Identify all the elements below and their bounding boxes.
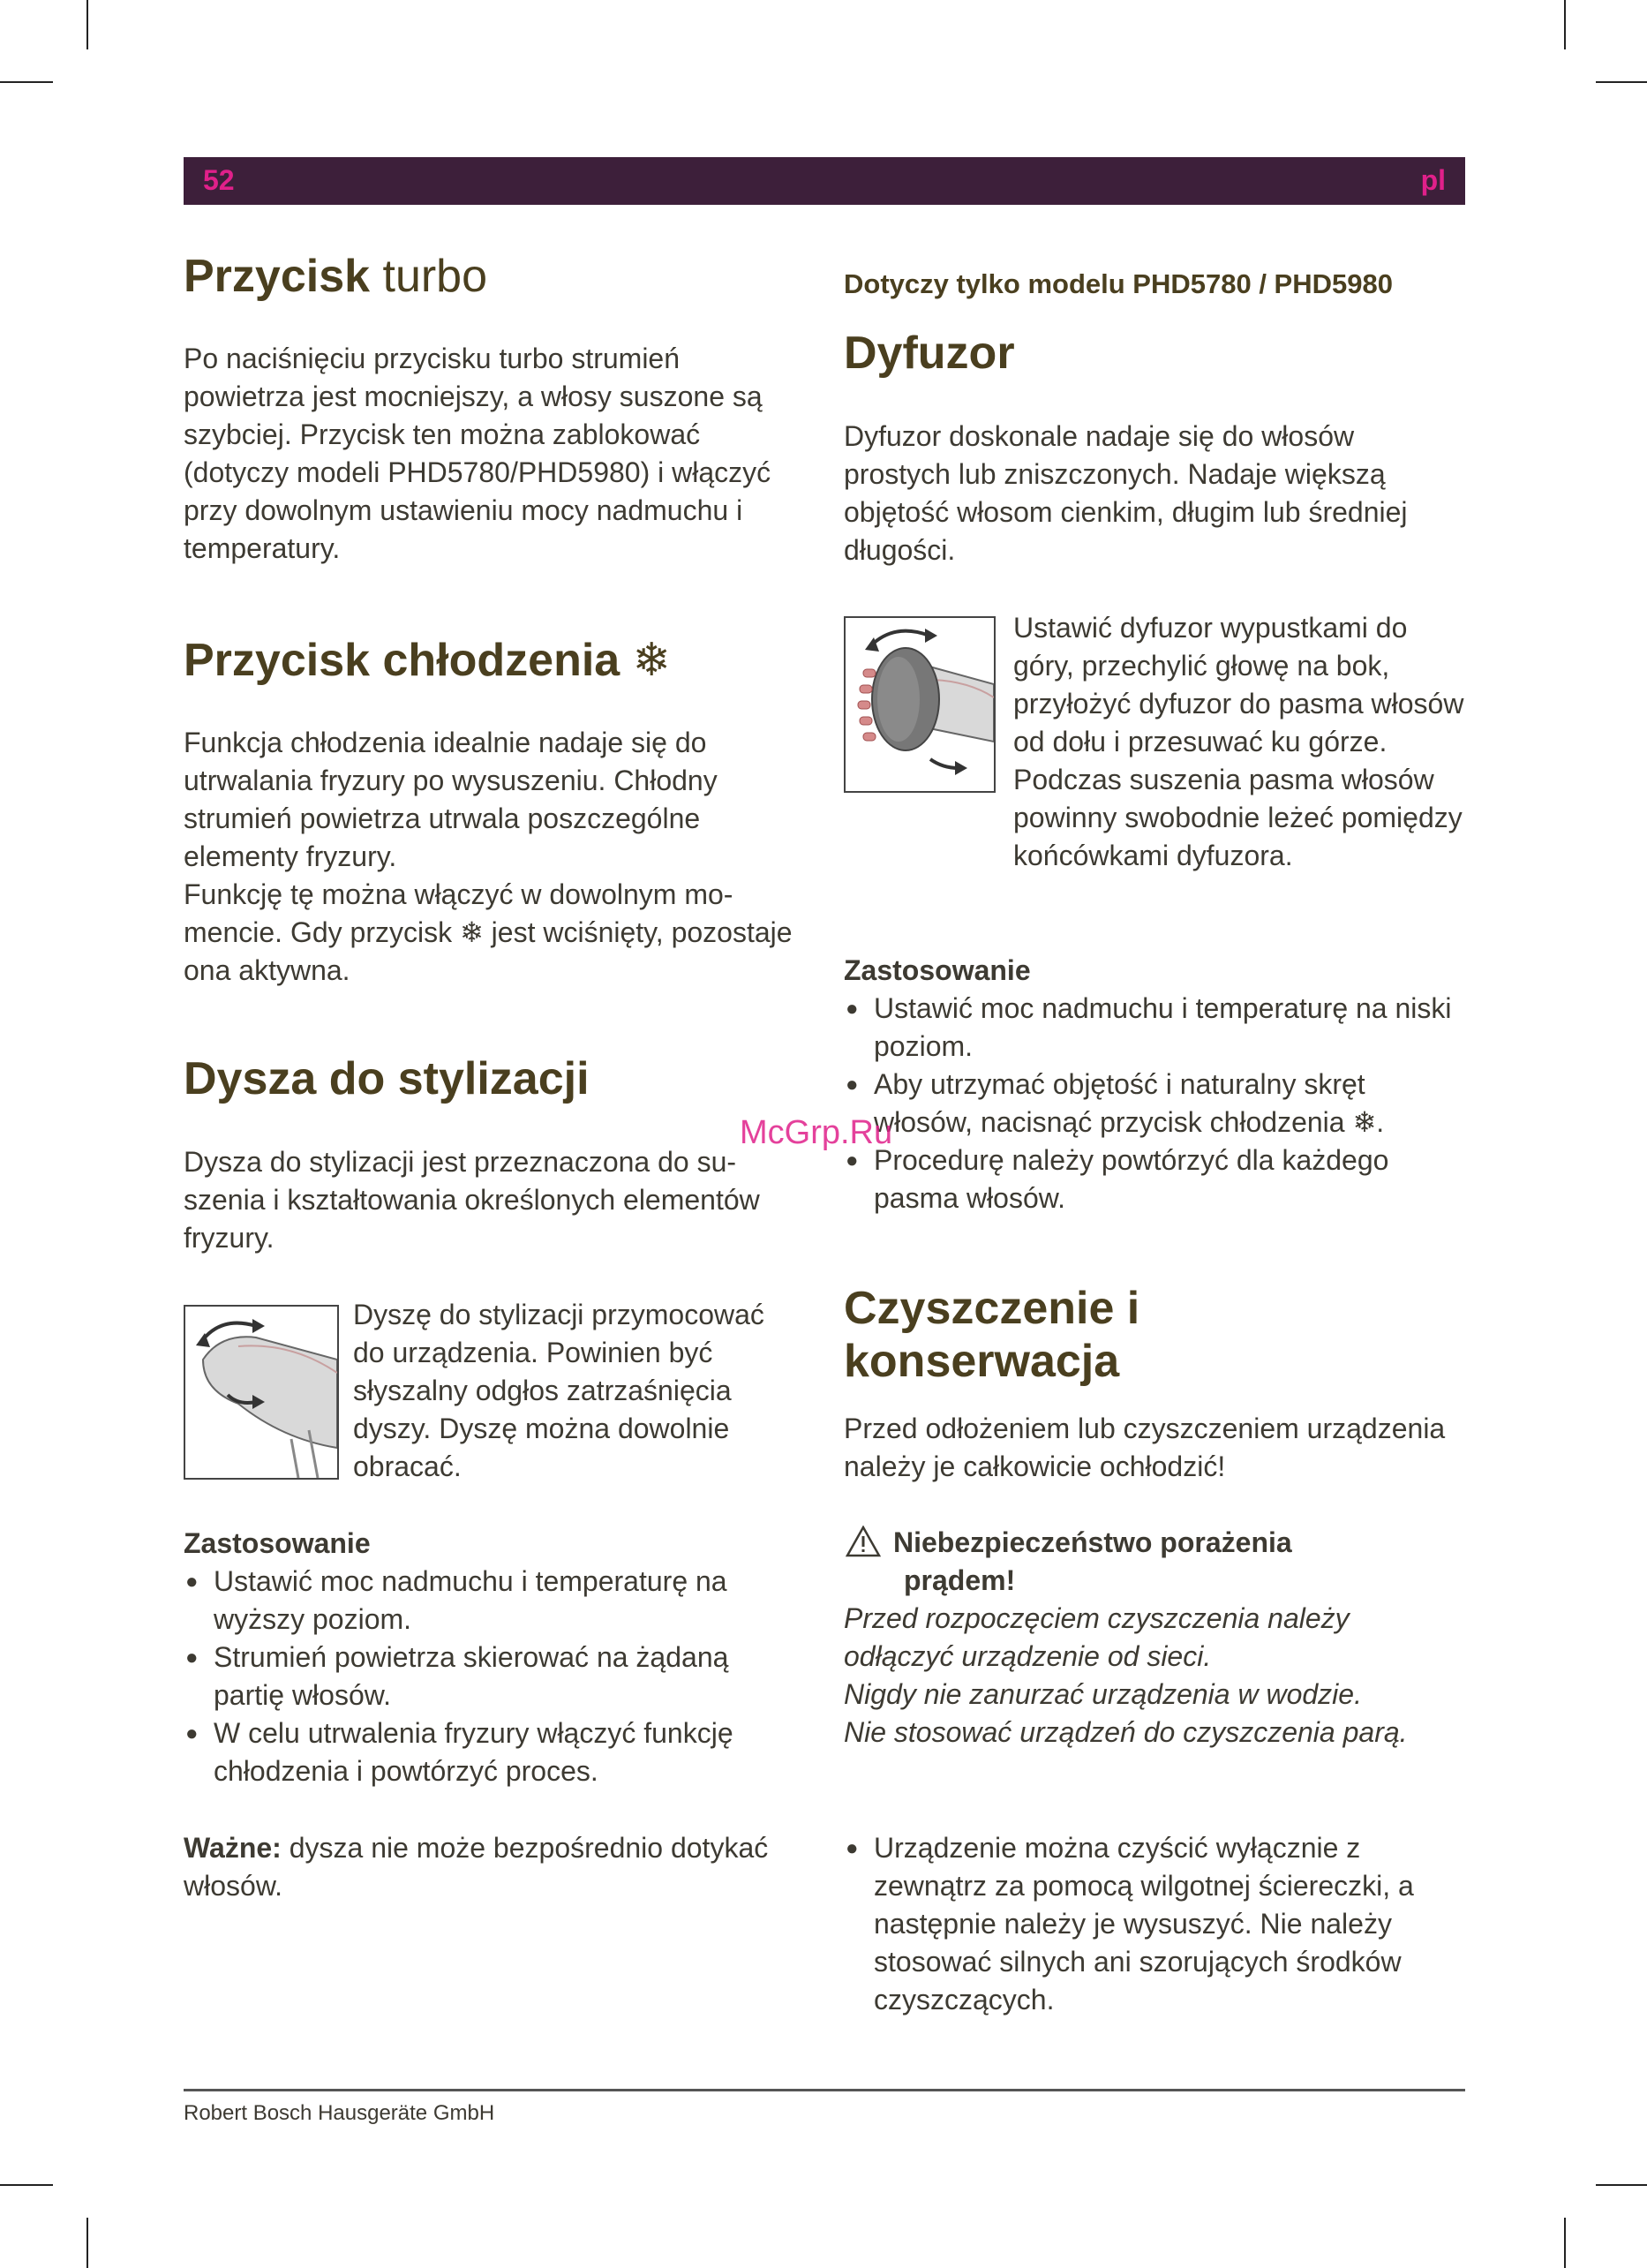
section-title-diffuser: Dyfuzor [844, 328, 1015, 379]
list-item: ● Aby utrzymać objętość i naturalny skręt włosów, nacisnąć przycisk chłodzenia ❄. [844, 1066, 1467, 1142]
warning-line: Nigdy nie zanurzać urządzenia w wodzie. [844, 1678, 1362, 1710]
footer-company: Robert Bosch Hausgeräte GmbH [184, 2101, 495, 2125]
cleaning-title-line2: konserwacja [844, 1336, 1120, 1387]
list-item: ● Ustawić moc nadmuchu i temperaturę na wyższy poziom. [184, 1563, 801, 1639]
diffuser-icon [846, 618, 994, 791]
diffuser-usage-title: Zastosowanie [844, 954, 1031, 986]
footer-divider [184, 2089, 1465, 2091]
crop-mark [86, 2218, 88, 2268]
warning-block [844, 1524, 1467, 1752]
nozzle-figure-text: Dyszę do stylizacji przymocować do urządzenia. Powinien być słyszalny odgłos zatrzaśnięcia dyszy. Dyszę można dowolnie obracać. [353, 1299, 764, 1482]
section-title-turbo [184, 250, 801, 303]
crop-mark [1596, 81, 1647, 83]
nozzle-usage-title: Zastosowanie [184, 1527, 371, 1559]
warning-triangle-icon [846, 1526, 881, 1557]
list-item: ● W celu utrwalenia fryzury włączyć funkcję chłodzenia i powtórzyć proces. [184, 1714, 801, 1790]
section-title-nozzle: Dysza do stylizacji [184, 1053, 590, 1104]
cooling-text-1: Funkcja chłodzenia idealnie nadaje się do utrwalania fryzury po wysuszeniu. Chłodny strumień powietrza utrwala poszczególne elementy fryzury. [184, 727, 718, 872]
diffuser-illustration [844, 616, 996, 793]
list-item: ● Strumień powietrza skierować na żądaną partię włosów. [184, 1639, 801, 1714]
warning-title [844, 1524, 1467, 1600]
turbo-text: Po naciśnięciu przycisku turbo strumień powietrza jest mocniejszy, a włosy suszone są szybciej. Przycisk ten można zablokować (dotyczy modeli PHD5780/PHD5980) i włączyć przy dowolnym ustawieniu mocy nadmuchu i temperatury. [184, 343, 771, 564]
nozzle-important [184, 1829, 801, 1905]
cleaning-text: Przed odłożeniem lub czyszczeniem urządzenia należy je całkowicie ochłodzić! [844, 1413, 1446, 1482]
crop-mark [0, 81, 53, 83]
model-note: Dotyczy tylko modelu PHD5780 / PHD5980 [844, 268, 1393, 299]
section-title-cooling: Przycisk chłodzenia ❄ [184, 635, 672, 686]
list-item: ● Ustawić moc nadmuchu i temperaturę na niski poziom. [844, 990, 1467, 1066]
diffuser-text: Dyfuzor doskonale nadaje się do włosów prostych lub zniszczonych. Nadaje większą objętość włosom cienkim, długim lub średniej długości. [844, 420, 1408, 566]
cleaning-title-line1: Czyszczenie i [844, 1283, 1140, 1334]
crop-mark [1564, 0, 1566, 49]
language-code: pl [1420, 164, 1446, 196]
cooling-text-2: Funkcję tę można włączyć w dowolnym momencie. Gdy przycisk ❄ jest wciśnięty, pozostaje ona aktywna. [184, 878, 793, 986]
title-light: turbo [370, 251, 488, 302]
nozzle-usage-list [184, 1563, 801, 1790]
diffuser-usage-list [844, 990, 1467, 1217]
list-item: ● Procedurę należy powtórzyć dla każdego pasma włosów. [844, 1142, 1467, 1217]
warning-line: Nie stosować urządzeń do czyszczenia parą. [844, 1716, 1408, 1748]
important-label: Ważne: [184, 1832, 282, 1864]
crop-mark [0, 2184, 53, 2186]
title-bold: Przycisk [184, 251, 371, 302]
diffuser-figure-text: Ustawić dyfuzor wypustkami do góry, przechylić głowę na bok, przyłożyć dyfuzor do pasma włosów od dołu i przesuwać ku górze. Podczas suszenia pasma włosów powinny swobodnie leżeć pomiędzy końcówkami dyfuzora. [1013, 612, 1464, 871]
crop-mark [1564, 2218, 1566, 2268]
page-header [184, 157, 1465, 205]
hairdryer-nozzle-icon [185, 1307, 337, 1478]
section-title-cleaning [844, 1282, 1467, 1388]
page-number: 52 [203, 164, 235, 196]
nozzle-text: Dysza do stylizacji jest przeznaczona do suszenia i kształtowania określonych elementów fryzury. [184, 1146, 760, 1254]
important-text: dysza nie może bezpośrednio dotykać włosów. [184, 1832, 769, 1902]
watermark: McGrp.Ru [740, 1114, 893, 1151]
warning-title-line1: Niebezpieczeństwo porażenia [893, 1526, 1292, 1558]
list-item: ● Urządzenie można czyścić wyłącznie z zewnątrz za pomocą wilgotnej ściereczki, a następnie należy je wysuszyć. Nie należy stosować silnych ani szorujących środków czyszczących. [844, 1829, 1467, 2019]
nozzle-illustration [184, 1305, 339, 1480]
warning-title-line2: prądem! [904, 1564, 1016, 1596]
cleaning-list [844, 1829, 1467, 2019]
warning-line: Przed rozpoczęciem czyszczenia należy odłączyć urządzenie od sieci. [844, 1602, 1350, 1672]
crop-mark [86, 0, 88, 49]
crop-mark [1596, 2184, 1647, 2186]
